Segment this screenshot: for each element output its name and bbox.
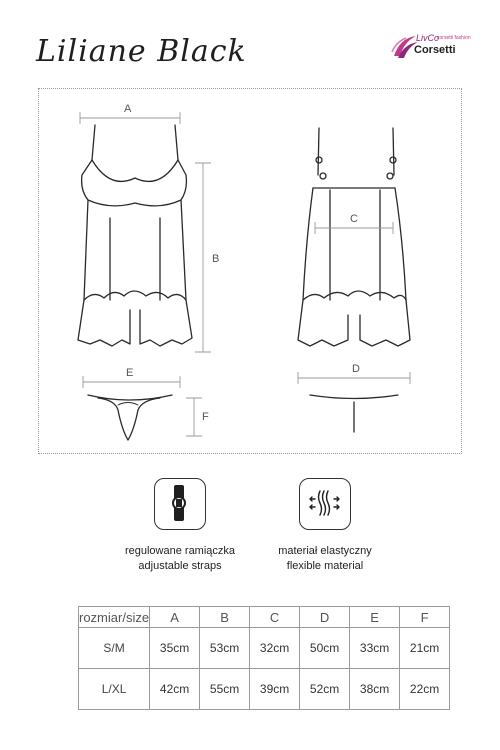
col-header: C	[250, 607, 300, 628]
size-label: S/M	[79, 628, 150, 669]
table-cell: 52cm	[300, 669, 350, 710]
caption-pl: regulowane ramiączka	[124, 545, 236, 557]
table-cell: 22cm	[400, 669, 450, 710]
label-d: D	[352, 363, 360, 375]
table-cell: 39cm	[250, 669, 300, 710]
elastic-material-caption	[255, 544, 395, 574]
table-row	[79, 669, 450, 710]
table-cell: 38cm	[350, 669, 400, 710]
product-title: Liliane Black	[36, 34, 247, 69]
col-header: B	[200, 607, 250, 628]
back-thong-drawing	[310, 395, 398, 432]
front-chemise-drawing	[78, 125, 192, 346]
caption-en: adjustable straps	[138, 560, 222, 572]
table-cell: 32cm	[250, 628, 300, 669]
caption-en: flexible material	[286, 560, 364, 572]
col-header: D	[300, 607, 350, 628]
size-table	[78, 606, 450, 710]
label-e: E	[126, 367, 134, 379]
adjustable-straps-icon	[154, 478, 206, 530]
table-cell: 33cm	[350, 628, 400, 669]
elastic-material-icon	[299, 478, 351, 530]
label-a: A	[124, 103, 132, 115]
table-cell: 53cm	[200, 628, 250, 669]
table-cell: 21cm	[400, 628, 450, 669]
size-table-header	[79, 607, 450, 628]
table-cell: 50cm	[300, 628, 350, 669]
label-b: B	[212, 253, 220, 265]
brand-name-bottom: Corsetti	[414, 44, 456, 56]
back-chemise-drawing	[298, 128, 410, 346]
brand-tagline: corsetti fashion	[437, 35, 471, 41]
table-cell: 35cm	[150, 628, 200, 669]
label-c: C	[350, 213, 358, 225]
adjustable-straps-caption	[110, 544, 250, 574]
corner-label: rozmiar/size	[79, 607, 150, 628]
brand-name-top: LivCo	[416, 33, 440, 43]
front-thong-drawing	[88, 395, 172, 440]
label-f: F	[202, 411, 209, 423]
col-header: F	[400, 607, 450, 628]
caption-pl: materiał elastyczny	[278, 545, 372, 557]
col-header: A	[150, 607, 200, 628]
table-row	[79, 628, 450, 669]
size-label: L/XL	[79, 669, 150, 710]
col-header: E	[350, 607, 400, 628]
table-cell: 55cm	[200, 669, 250, 710]
table-cell: 42cm	[150, 669, 200, 710]
